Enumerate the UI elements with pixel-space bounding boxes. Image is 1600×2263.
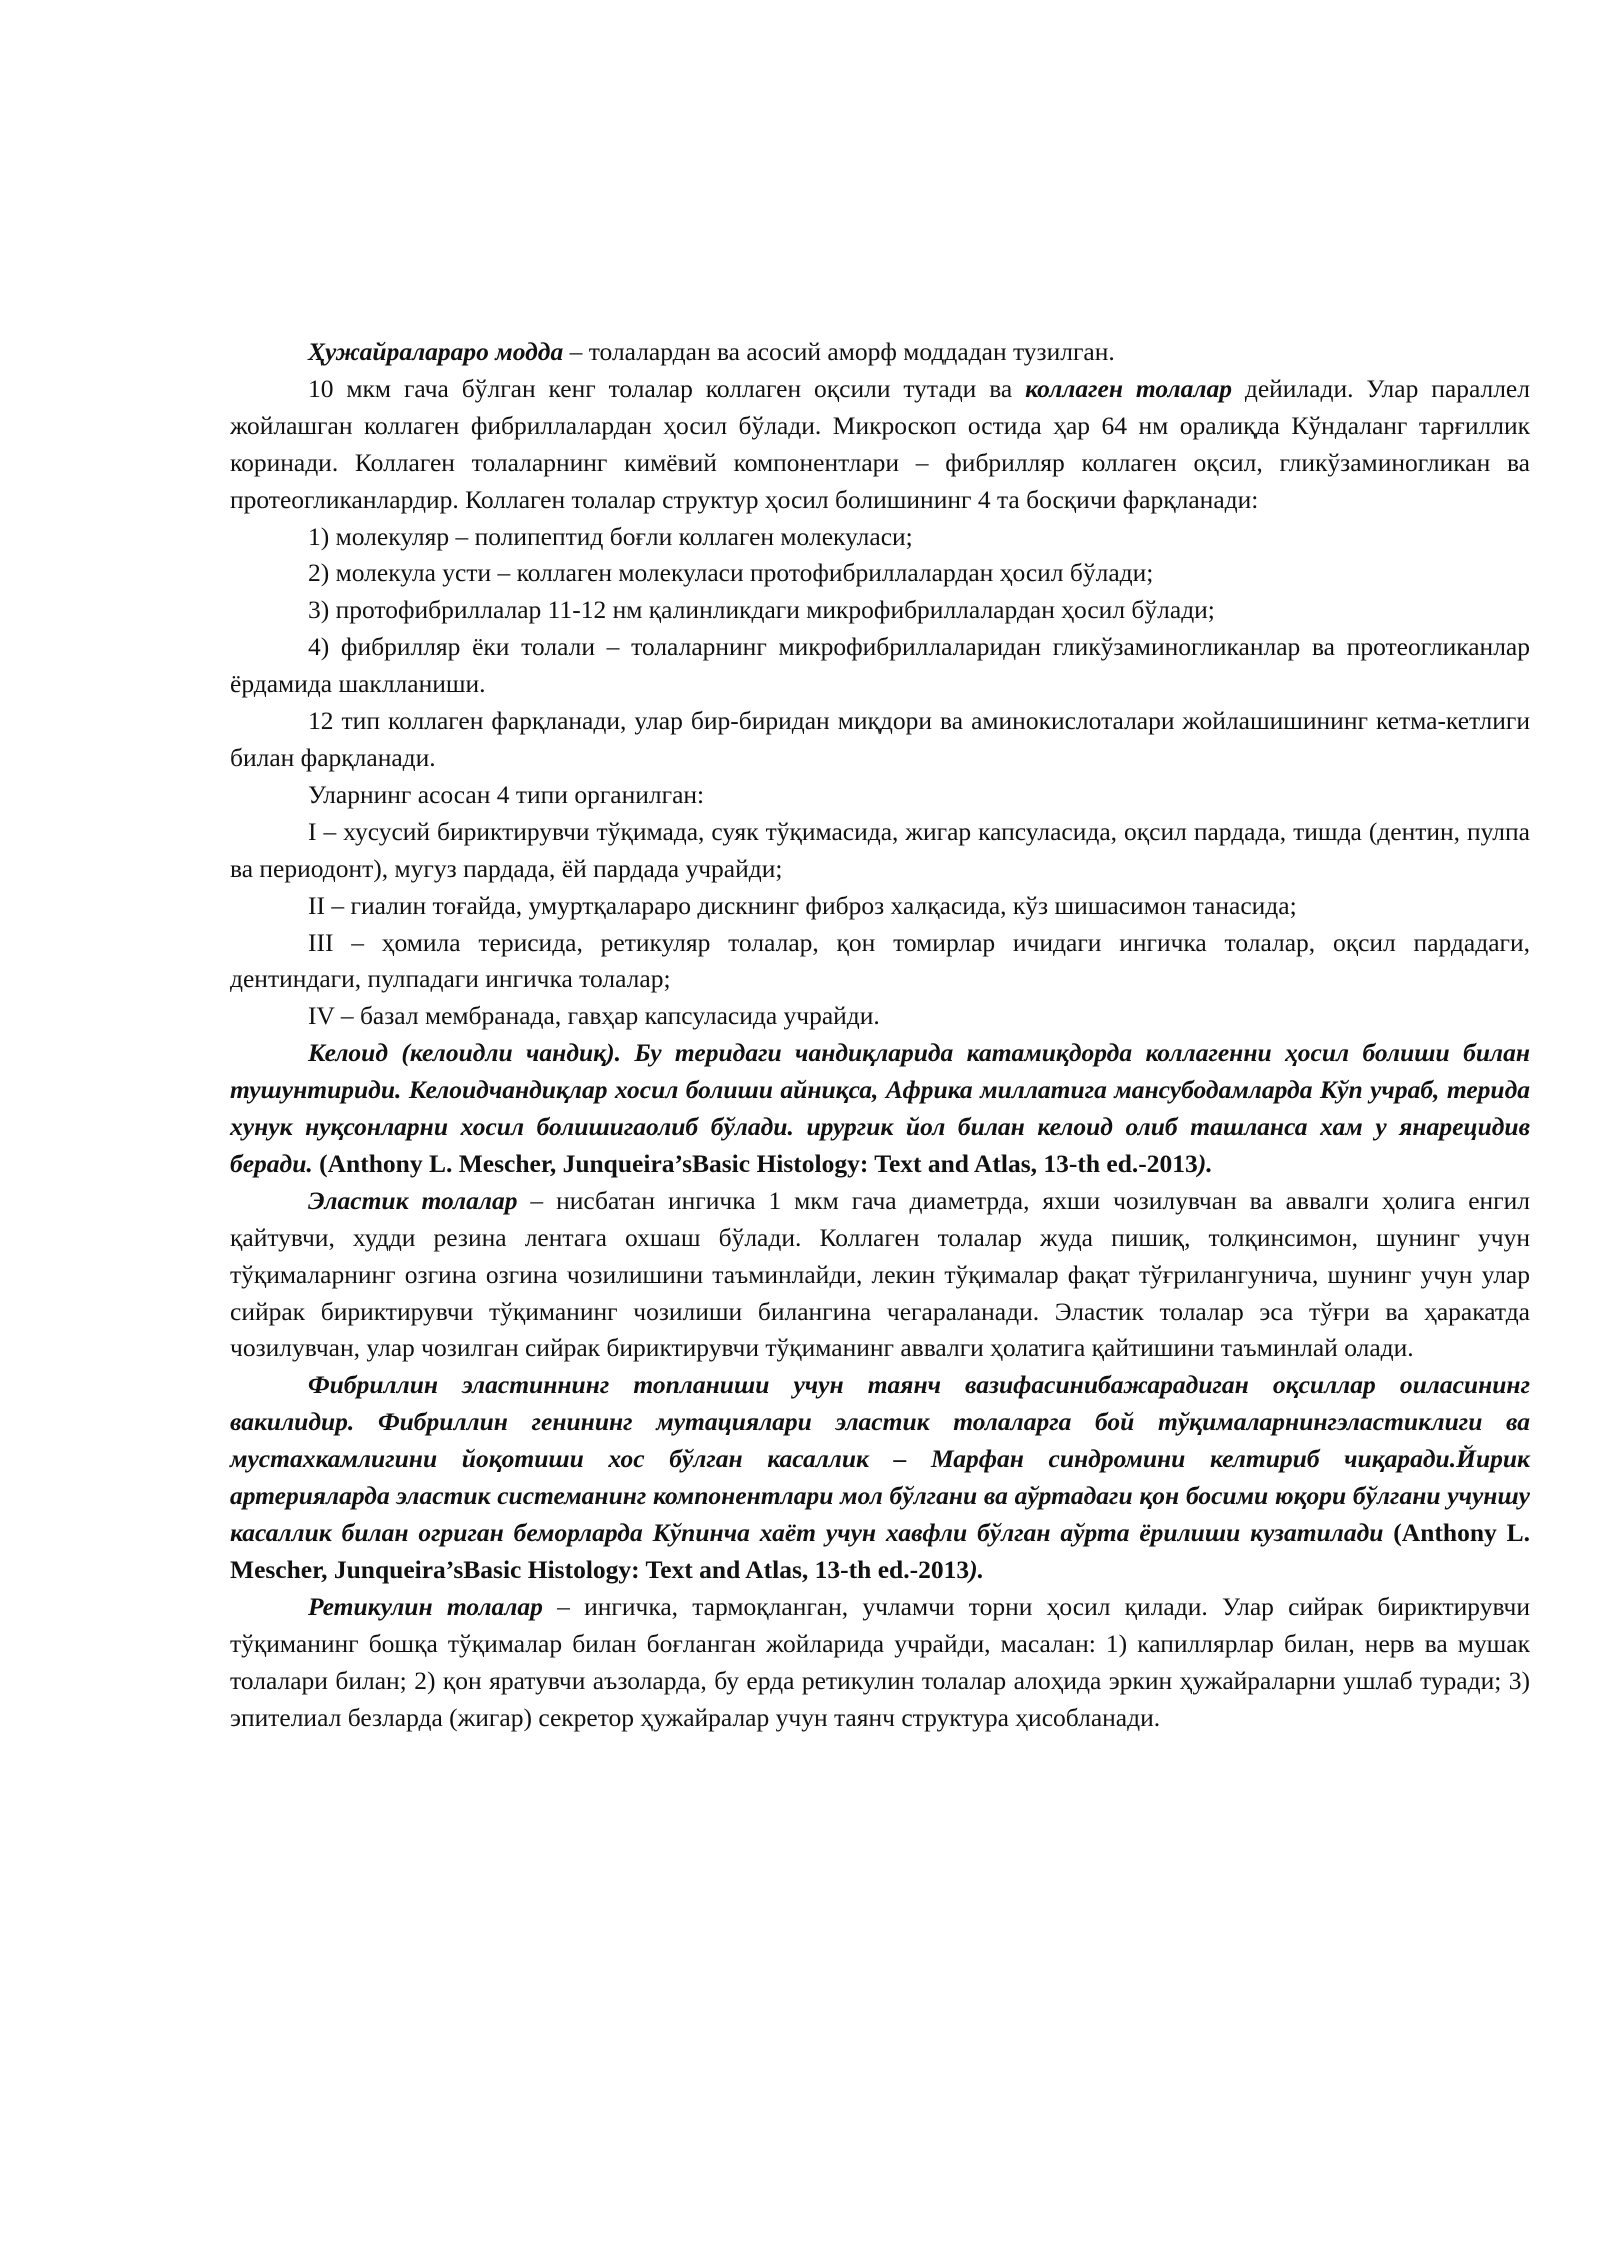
list-item-stage-1: 1) молекуляр – полипептид боғли коллаген молекуласи; [308,521,913,551]
term-reticular-fibers: Ретикулин толалар [308,1591,543,1621]
citation-end: ). [969,1554,984,1584]
paragraph-text: дейилади. Улар параллел жойлашган коллаген фибриллалардан ҳосил бўлади. Микроскоп остида ҳар 64 нм оралиқда Кўндаланг тарғиллик коринади. Коллаген толаларнинг кимёвий компонентлари – фибрилляр коллаген оқсил, гликўзаминогликан ва протеогликанлардир. Коллаген толалар структур ҳосил болишининг 4 та босқичи фарқланади: [230,373,1530,514]
citation-end: ). [1197,1148,1213,1178]
list-item-stage-2: 2) молекула усти – коллаген молекуласи протофибриллалардан ҳосил бўлади; [308,558,1154,588]
list-item-stage-4: 4) фибрилляр ёки толали – толаларнинг микрофибриллаларидан гликўзаминогликанлар ва протеогликанлар ёрдамида шаклланиши. [230,632,1530,699]
term-elastic-fibers: Эластик толалар [308,1185,518,1215]
term-collagen-fibers: коллаген толалар [1025,373,1232,403]
paragraph-collagen-types: 12 тип коллаген фарқланади, улар бир-биридан миқдори ва аминокислоталари жойлашишининг кетма-кетлиги билан фарқланади. [230,706,1530,772]
paragraph-elastic-fibers [230,1183,1530,1368]
list-item-stage-3: 3) протофибриллалар 11-12 нм қалинликдаги микрофибриллалардан ҳосил бўлади; [308,595,1215,625]
keloid-note: Келоид (келоидли чандиқ). Бу теридаги чандиқларида катамиқдорда коллагенни ҳосил болиши билан тушунтириди. Келоидчандиқлар хосил болиши айниқса, Африка миллатига мансубодамларда Кўп учраб, терида хунук нуқсонларни хосил болишигаолиб бўлади. ирургик йол билан келоид олиб ташланса хам у янарецидив беради. [230,1038,1530,1178]
paragraph-keloid [230,1035,1530,1183]
paragraph-reticular-fibers [230,1589,1530,1737]
citation: (Anthony L. Mescher, Junqueira’sBasic Histology: Text and Atlas, 13-th ed.-2013 [230,1518,1531,1584]
list-item-type-3: III – ҳомила терисида, ретикуляр толалар, қон томирлар ичидаги ингичка толалар, оқсил пардадаги, дентиндаги, пулпадаги ингичка толалар; [230,927,1530,994]
paragraph-intercellular-substance [230,334,1530,371]
citation: (Anthony L. Mescher, Junqueira’sBasic Histology: Text and Atlas, 13-th ed.-2013 [312,1148,1198,1178]
paragraph-text: – нисбатан ингичка 1 мкм гача диаметрда, яхши чозилувчан ва аввалги ҳолига енгил қайтувчи, худди резина лентага охшаш бўлади. Коллаген толалар жуда пишиқ, толқинсимон, шунинг учун тўқималарнинг озгина озгина чозилишини таъминлайди, лекин тўқималар фақат тўғрилангунича, шунинг учун улар сийрак бириктирувчи тўқиманинг чозилиши билангина чегараланади. Эластик толалар эса тўғри ва ҳаракатда чозилувчан, улар чозилган сийрак бириктирувчи тўқиманинг аввалги ҳолатига қайтишини таъминлай олади. [230,1185,1530,1363]
paragraph-text: – толалардан ва асосий аморф моддадан тузилган. [563,337,1115,366]
list-item-type-4: IV – базал мембранада, гавҳар капсуласида учрайди. [308,1001,880,1031]
list-item-type-2: II – гиалин тоғайда, умуртқалараро дискнинг фиброз халқасида, кўз шишасимон танасида; [308,890,1297,920]
term-intercellular-substance: Ҳужайралараро модда [308,337,564,366]
paragraph-four-types: Уларнинг асосан 4 типи органилган: [308,779,705,809]
paragraph-fibrillin [230,1367,1530,1588]
paragraph-text: – ингичка, тармоқланган, учламчи торни ҳосил қилади. Улар сийрак бириктирувчи тўқиманинг бошқа тўқималар билан боғланган жойларида учрайди, масалан: 1) капиллярлар билан, нерв ва мушак толалари билан; 2) қон яратувчи аъзоларда, бу ерда ретикулин толалар алоҳида эркин ҳужайраларни ушлаб туради; 3) эпителиал безларда (жигар) секретор ҳужайралар учун таянч структура ҳисобланади. [230,1591,1530,1732]
list-item-type-1: I – хусусий бириктирувчи тўқимада, суяк тўқимасида, жигар капсуласида, оқсил пардада, тишда (дентин, пулпа ва периодонт), мугуз пардада, ёй пардада учрайди; [230,816,1530,883]
document-page [230,334,1530,1736]
paragraph-collagen-fibers [230,371,1530,519]
paragraph-text: 10 мкм гача бўлган кенг толалар коллаген оқсили тутади ва [308,373,1026,403]
fibrillin-note: Фибриллин эластиннинг топланиши учун таянч вазифасинибажарадиган оқсиллар оиласининг вакилидир. Фибриллин генининг мутациялари эластик толаларга бой тўқималарнингэластиклиги ва мустахкамлигини йоқотиши хос бўлган касаллик – Марфан синдромини келтириб чиқаради.Йирик артерияларда эластик системанинг компонентлари мол бўлгани ва аўртадаги қон босими юқори бўлгани учуншу касаллик билан огриган беморларда Кўпинча хаёт учун хавфли бўлган аўрта ёрилиши кузатилади [230,1370,1530,1547]
